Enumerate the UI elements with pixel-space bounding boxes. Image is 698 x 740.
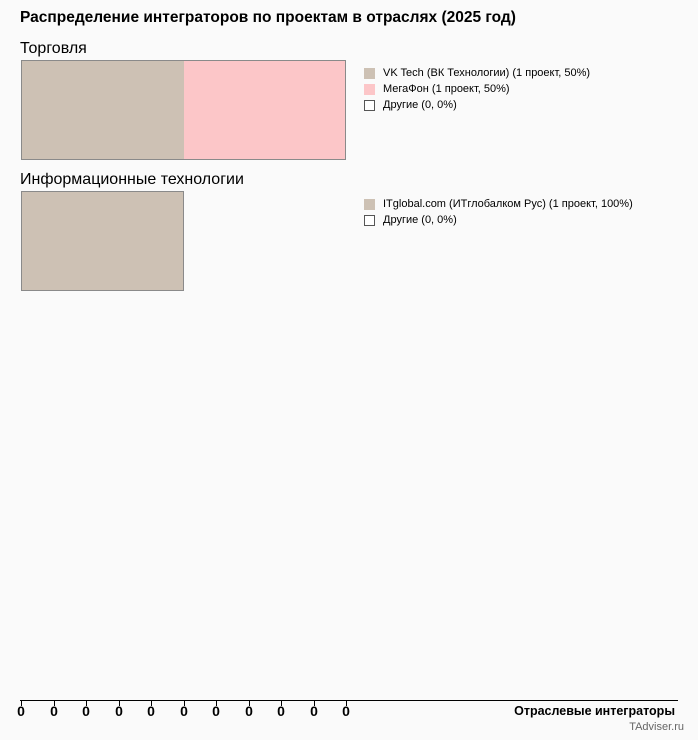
- x-tick-label: 0: [82, 703, 90, 719]
- legend-swatch: [364, 215, 375, 226]
- legend-item[interactable]: [364, 65, 590, 81]
- legend-item[interactable]: [364, 212, 633, 228]
- legend-swatch: [364, 84, 375, 95]
- legend-item[interactable]: [364, 196, 633, 212]
- legend-item[interactable]: [364, 97, 590, 113]
- legend-label: Другие (0, 0%): [383, 99, 457, 111]
- x-tick-label: 0: [17, 703, 25, 719]
- legend: [364, 65, 590, 113]
- legend-label: Другие (0, 0%): [383, 214, 457, 226]
- legend-swatch: [364, 68, 375, 79]
- source-credit: TAdviser.ru: [629, 721, 684, 733]
- legend-item[interactable]: [364, 81, 590, 97]
- chart-title: Распределение интеграторов по проектам в отраслях (2025 год): [20, 9, 516, 26]
- legend-swatch: [364, 199, 375, 210]
- x-tick-label: 0: [310, 703, 318, 719]
- x-tick-label: 0: [147, 703, 155, 719]
- x-tick-label: 0: [277, 703, 285, 719]
- legend-swatch: [364, 100, 375, 111]
- x-tick-label: 0: [245, 703, 253, 719]
- legend-label: ITglobal.com (ИТглобалком Рус) (1 проект, 100%): [383, 198, 633, 210]
- legend-label: МегаФон (1 проект, 50%): [383, 83, 510, 95]
- group-label: Информационные технологии: [20, 171, 244, 188]
- stacked-bar[interactable]: [21, 191, 184, 291]
- x-tick-label: 0: [212, 703, 220, 719]
- x-tick-label: 0: [115, 703, 123, 719]
- group-label: Торговля: [20, 40, 87, 57]
- x-tick-label: 0: [342, 703, 350, 719]
- stacked-bar[interactable]: [21, 60, 346, 160]
- bar-segment[interactable]: [22, 192, 183, 290]
- x-tick-label: 0: [180, 703, 188, 719]
- bar-segment[interactable]: [22, 61, 184, 159]
- bar-segment[interactable]: [184, 61, 346, 159]
- legend-label: VK Tech (ВК Технологии) (1 проект, 50%): [383, 67, 591, 79]
- x-tick-label: 0: [50, 703, 58, 719]
- legend: [364, 196, 633, 228]
- x-axis-title: Отраслевые интеграторы: [514, 704, 675, 718]
